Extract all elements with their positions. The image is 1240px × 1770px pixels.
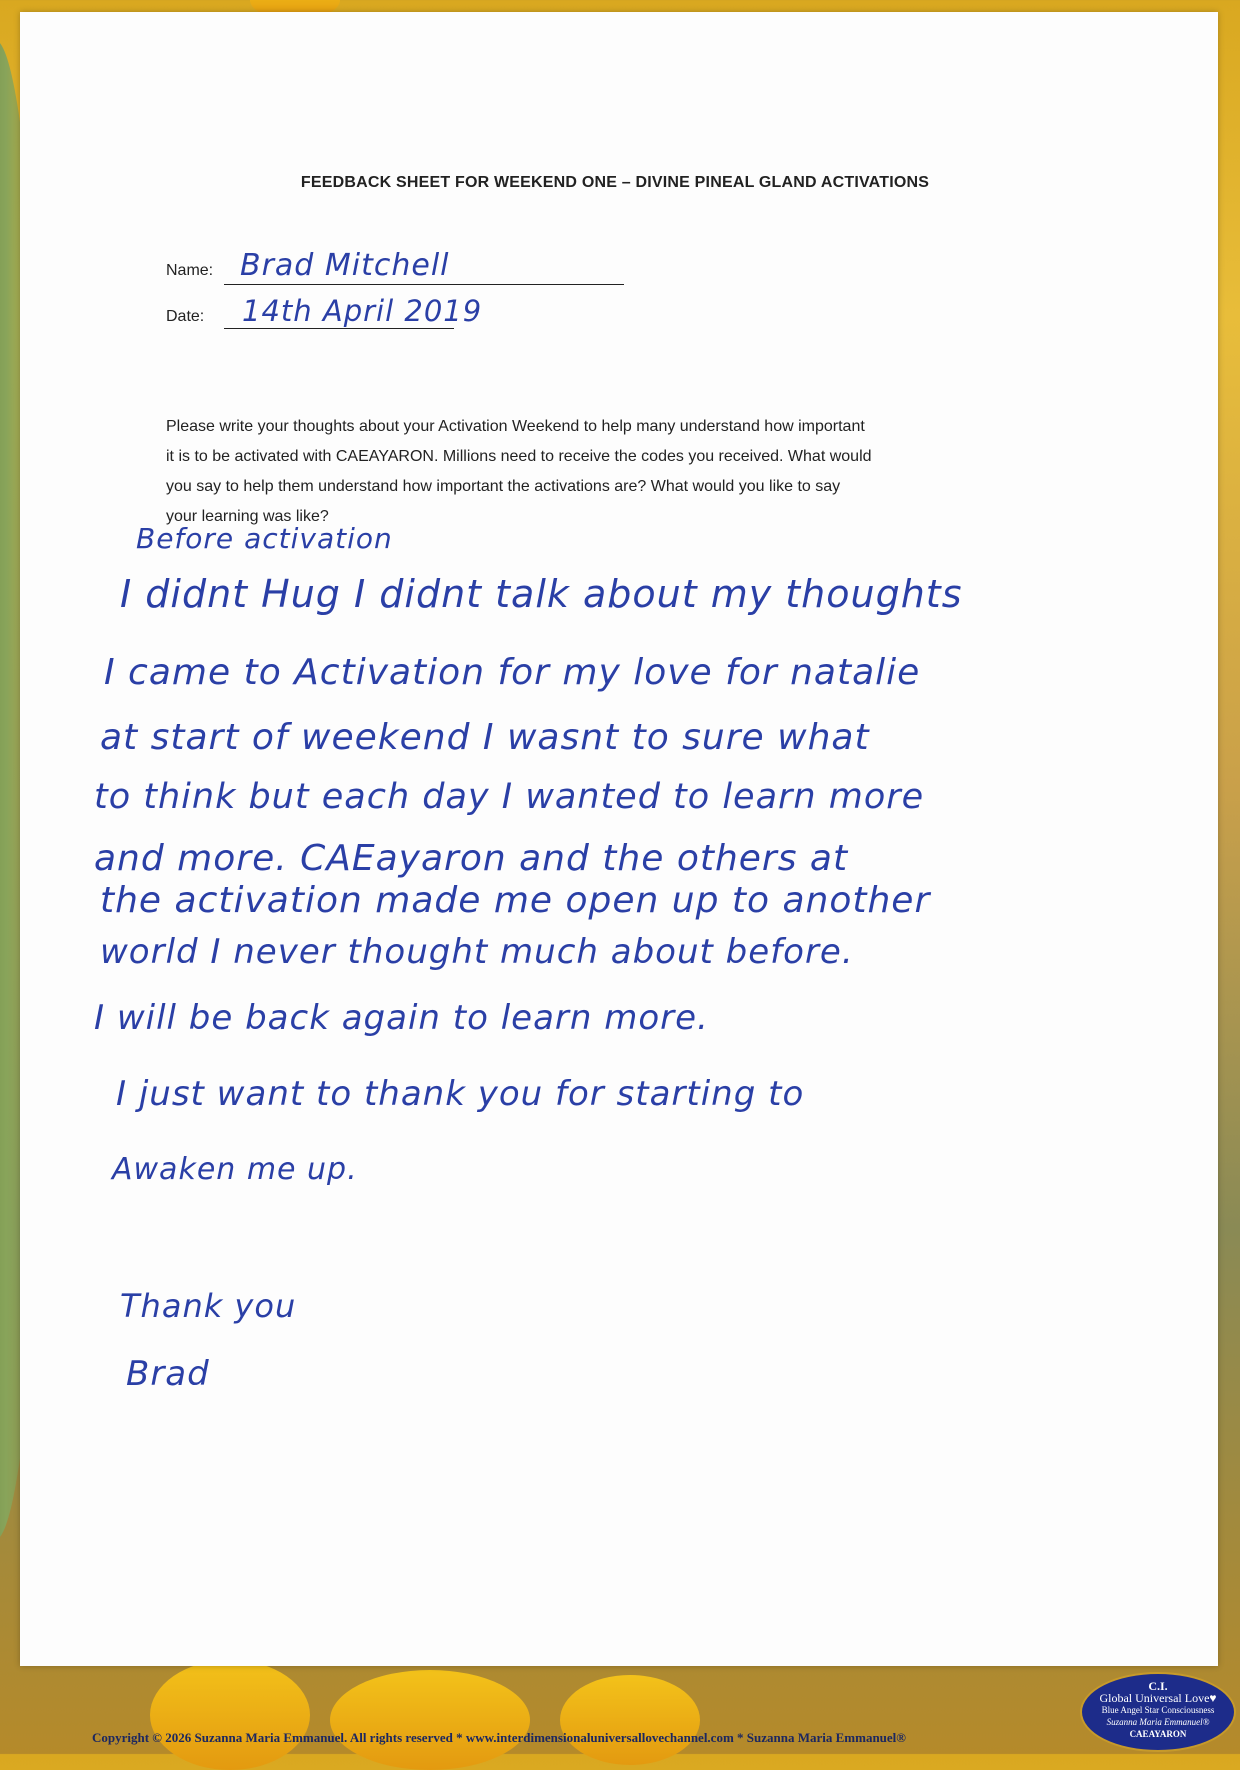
seal-line: Global Universal Love♥: [1099, 1691, 1217, 1705]
form-title: FEEDBACK SHEET FOR WEEKEND ONE – DIVINE PINEAL GLAND ACTIVATIONS: [300, 174, 930, 191]
seal-line: CAEAYARON: [1129, 1729, 1187, 1739]
handwritten-line: I just want to thank you for starting to: [116, 1074, 805, 1114]
handwritten-line: I will be back again to learn more.: [94, 998, 709, 1038]
handwritten-line: world I never thought much about before.: [100, 932, 854, 972]
instructions: [166, 412, 1046, 532]
instruction-line: your learning was like?: [166, 508, 329, 525]
date-label: Date:: [166, 308, 205, 325]
date-value: 14th April 2019: [242, 294, 483, 328]
sunflower-petal: [560, 1675, 700, 1765]
name-value: Brad Mitchell: [240, 248, 450, 283]
ci-global-universal-love-seal: [1080, 1672, 1236, 1752]
instruction-line: you say to help them understand how important the activations are? What would you like to say: [166, 478, 841, 495]
handwritten-line: Awaken me up.: [112, 1152, 358, 1187]
handwritten-heading: Before activation: [136, 522, 393, 555]
seal-line: Suzanna Maria Emmanuel®: [1106, 1717, 1210, 1727]
handwritten-line: the activation made me open up to another: [100, 880, 931, 921]
seal-line: C.I.: [1148, 1679, 1168, 1693]
handwritten-line: to think but each day I wanted to learn more: [94, 777, 925, 817]
handwritten-line: at start of weekend I wasnt to sure what: [100, 717, 870, 758]
copyright-footer: Copyright © 2026 Suzanna Maria Emmanuel. All rights reserved * www.interdimensionaluniversallovechannel.com * Suzanna Maria Emmanuel®: [92, 1730, 907, 1745]
handwritten-line: I came to Activation for my love for natalie: [104, 652, 921, 693]
instruction-line: it is to be activated with CAEAYARON. Millions need to receive the codes you received. What would: [166, 448, 872, 465]
instruction-line: Please write your thoughts about your Activation Weekend to help many understand how important: [166, 418, 865, 435]
handwritten-closing: Thank you: [120, 1287, 297, 1325]
feedback-sheet: [20, 12, 1218, 1666]
name-label: Name:: [166, 262, 214, 279]
handwritten-line: and more. CAEayaron and the others at: [94, 838, 849, 879]
seal-line: Blue Angel Star Consciousness: [1101, 1705, 1215, 1715]
sunflower-petal: [330, 1670, 530, 1770]
handwritten-line: I didnt Hug I didnt talk about my thoughts: [120, 572, 963, 616]
handwritten-signature: Brad: [126, 1354, 210, 1394]
